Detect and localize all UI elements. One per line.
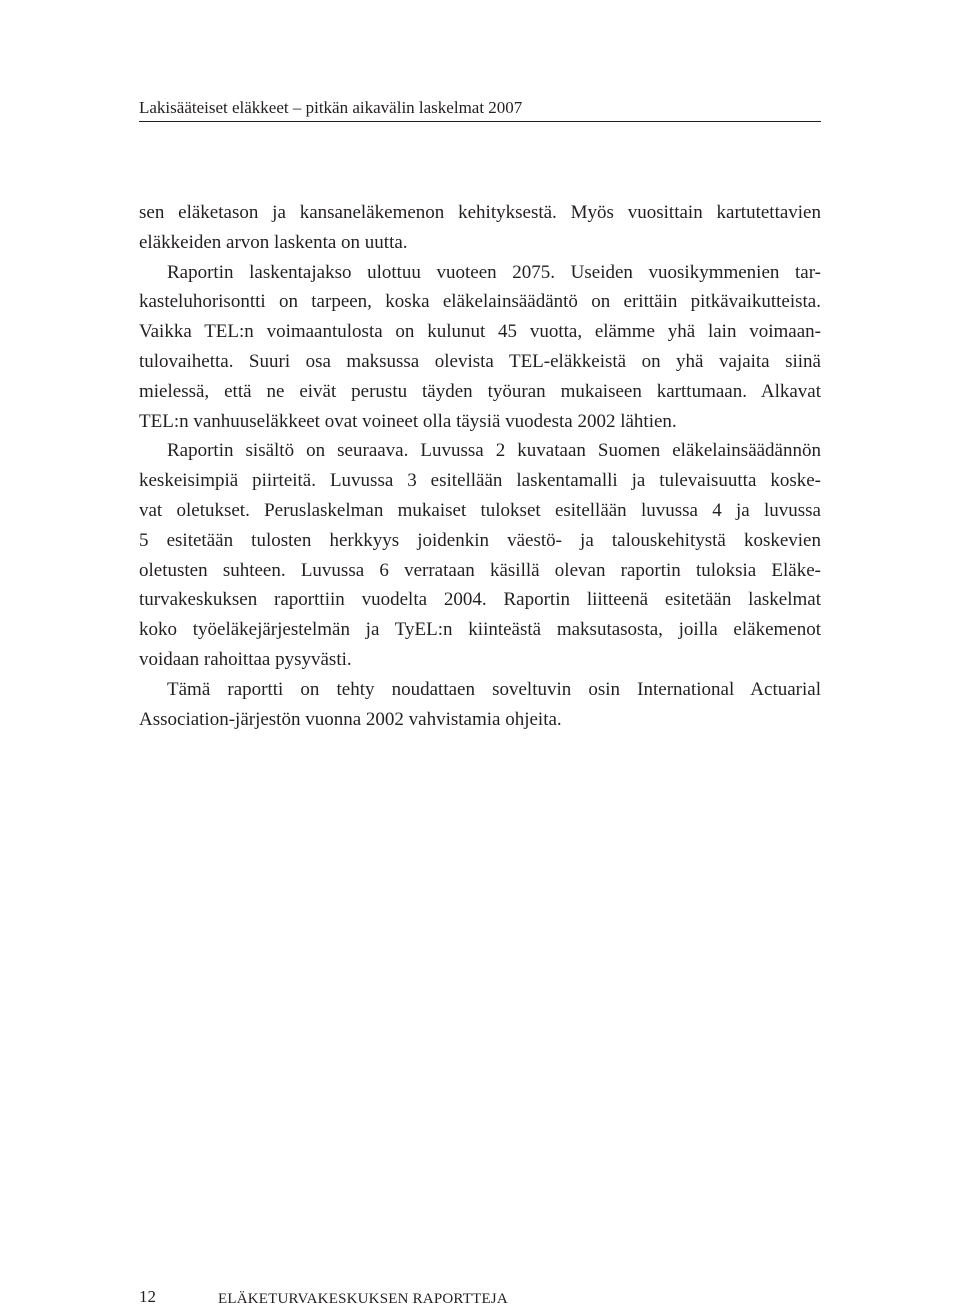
page-number: 12 (139, 1287, 156, 1306)
header-rule (139, 121, 821, 122)
body-text (139, 198, 821, 734)
text-line: eläkkeiden arvon laskenta on uutta. (139, 231, 408, 253)
text-line: Vaikka TEL:n voimaantulosta on kulunut 45 vuotta, elämme yhä lain voimaan- (139, 321, 821, 343)
series-name: ELÄKETURVAKESKUKSEN RAPORTTEJA (218, 1291, 508, 1307)
text-line: kasteluhorisontti on tarpeen, koska eläkelainsäädäntö on erittäin pitkävaikutteista. (139, 291, 821, 313)
text-line: turvakeskuksen raporttiin vuodelta 2004. Raportin liitteenä esitetään laskelmat (139, 589, 821, 611)
text-line: Raportin sisältö on seuraava. Luvussa 2 kuvataan Suomen eläkelainsäädännön (167, 440, 821, 462)
running-header: Lakisääteiset eläkkeet – pitkän aikavälin laskelmat 2007 (139, 98, 523, 117)
text-line: voidaan rahoittaa pysyvästi. (139, 648, 352, 670)
text-line: oletusten suhteen. Luvussa 6 verrataan käsillä olevan raportin tuloksia Eläke- (139, 559, 821, 581)
text-line: mielessä, että ne eivät perustu täyden työuran mukaiseen karttumaan. Alkavat (139, 380, 821, 402)
text-line: sen eläketason ja kansaneläkemenon kehityksestä. Myös vuosittain kartutettavien (139, 202, 821, 223)
text-line: TEL:n vanhuuseläkkeet ovat voineet olla täysiä vuodesta 2002 lähtien. (139, 410, 677, 432)
text-line: keskeisimpiä piirteitä. Luvussa 3 esitellään laskentamalli ja tulevaisuutta koske- (139, 470, 821, 492)
text-line: vat oletukset. Peruslaskelman mukaiset tulokset esitellään luvussa 4 ja luvussa (139, 499, 821, 521)
text-line: Raportin laskentajakso ulottuu vuoteen 2075. Useiden vuosikymmenien tar- (167, 261, 821, 283)
text-line: tulovaihetta. Suuri osa maksussa olevista TEL-eläkkeistä on yhä vajaita siinä (139, 350, 821, 372)
text-line: Tämä raportti on tehty noudattaen soveltuvin osin International Actuarial (167, 678, 821, 700)
text-line: koko työeläkejärjestelmän ja TyEL:n kiinteästä maksutasosta, joilla eläkemenot (139, 619, 821, 641)
text-line: Association-järjestön vuonna 2002 vahvistamia ohjeita. (139, 708, 562, 730)
text-line: 5 esitetään tulosten herkkyys joidenkin väestö- ja talouskehitystä koskevien (139, 529, 821, 551)
